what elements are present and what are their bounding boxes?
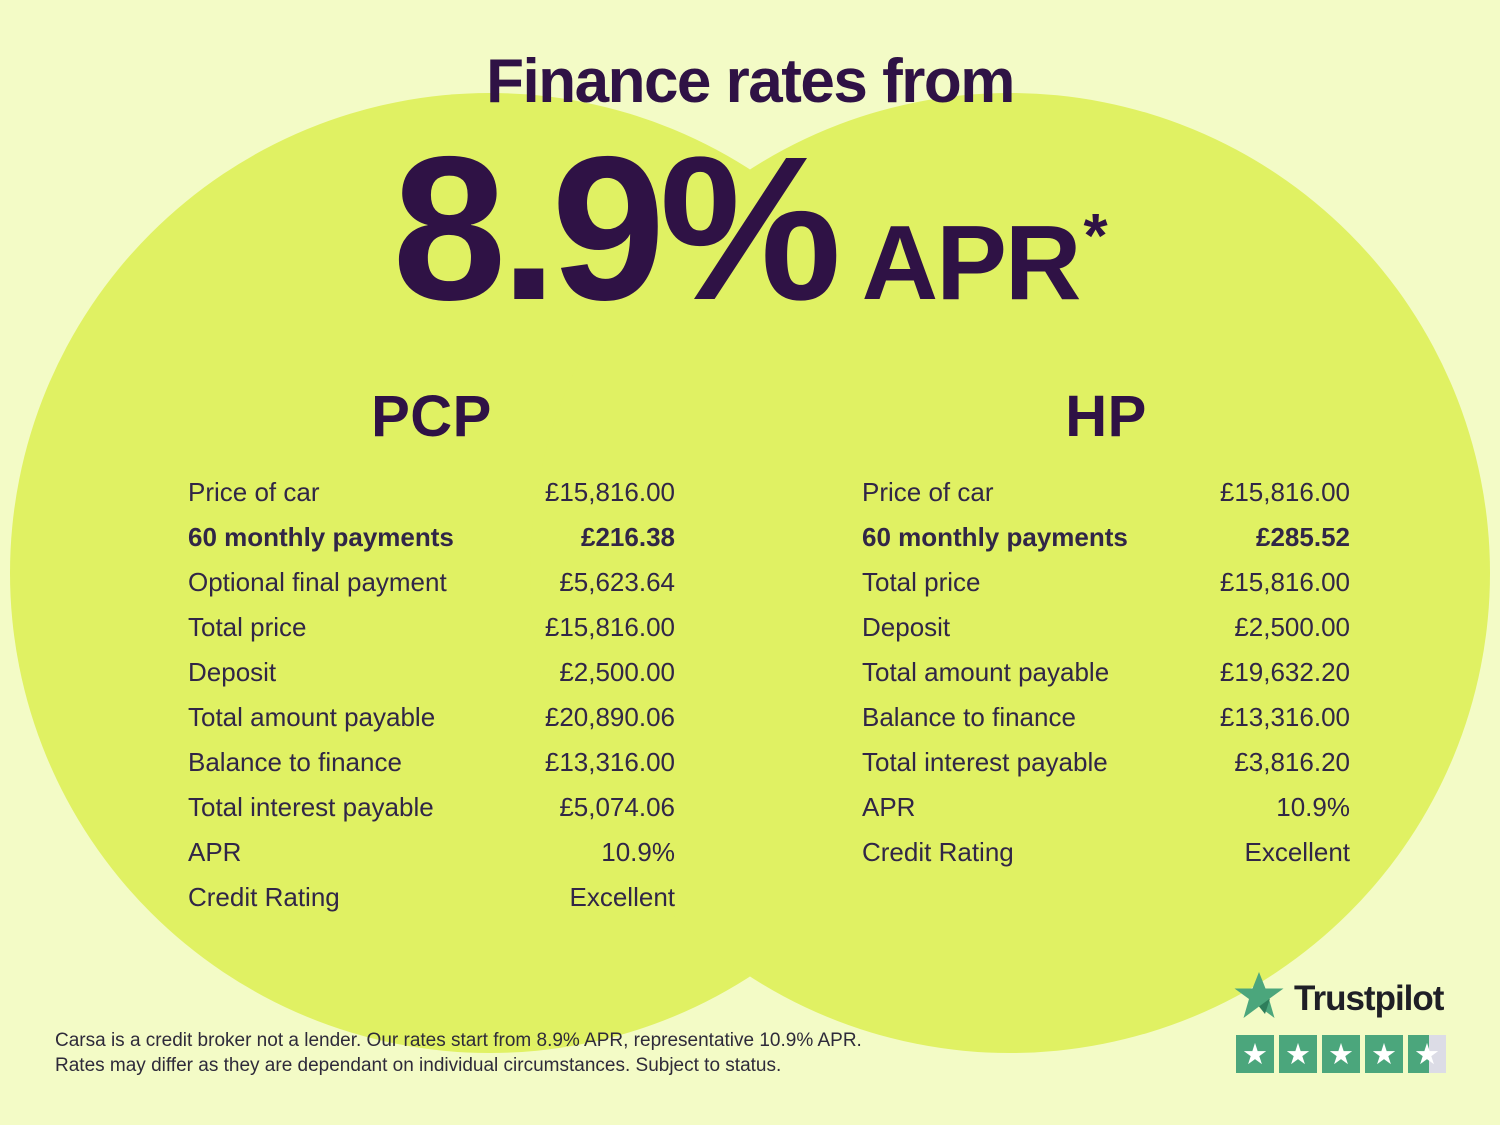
row-value: £15,816.00 — [1219, 477, 1350, 507]
row-value: 10.9% — [601, 837, 675, 867]
row-value: Excellent — [1244, 837, 1350, 867]
row-value: £5,074.06 — [559, 792, 675, 822]
table-row — [188, 515, 675, 560]
table-row — [862, 605, 1350, 650]
hp-section — [862, 384, 1350, 875]
pcp-title: PCP — [371, 384, 492, 449]
disclaimer-line-1: Carsa is a credit broker not a lender. Our rates start from 8.9% APR, representative 10.9% APR. — [55, 1030, 862, 1051]
row-label: 60 monthly payments — [862, 522, 1128, 552]
row-value: £15,816.00 — [1219, 567, 1350, 597]
hero-rate-line — [0, 114, 1500, 397]
row-label: Balance to finance — [188, 747, 402, 777]
hero-apr-label: APR — [861, 204, 1080, 322]
disclaimer-line-2: Rates may differ as they are dependant on individual circumstances. Subject to status. — [55, 1055, 782, 1076]
star-icon: ★ — [1371, 1037, 1397, 1071]
row-value: £2,500.00 — [559, 657, 675, 687]
row-label: Total price — [862, 567, 981, 597]
row-label: Optional final payment — [188, 567, 447, 597]
page-title: Finance rates from — [486, 47, 1014, 116]
table-row — [188, 740, 675, 785]
table-row — [188, 785, 675, 830]
row-label: Price of car — [862, 477, 994, 507]
trustpilot-star-icon — [1234, 972, 1284, 1025]
table-row — [188, 695, 675, 740]
table-row — [862, 695, 1350, 740]
row-label: Total amount payable — [188, 702, 436, 732]
pcp-section — [188, 384, 675, 920]
row-label: 60 monthly payments — [188, 522, 454, 552]
star-icon: ★ — [1242, 1037, 1268, 1071]
row-value: Excellent — [569, 882, 675, 912]
table-row — [188, 560, 675, 605]
trustpilot-wordmark: Trustpilot — [1294, 978, 1444, 1018]
table-row — [188, 875, 675, 920]
row-label: Total interest payable — [188, 792, 434, 822]
table-row — [862, 560, 1350, 605]
trustpilot-rating-stars — [1236, 1035, 1446, 1073]
rating-star-box — [1322, 1035, 1360, 1073]
hp-title: HP — [1065, 384, 1147, 449]
row-label: Total amount payable — [862, 657, 1110, 687]
row-label: Total interest payable — [862, 747, 1108, 777]
row-value: £3,816.20 — [1234, 747, 1350, 777]
row-label: APR — [188, 837, 242, 867]
row-value: £13,316.00 — [1219, 702, 1350, 732]
table-row — [862, 470, 1350, 515]
table-row — [862, 785, 1350, 830]
hero-rate: 8.9% — [392, 114, 836, 343]
row-value: £20,890.06 — [544, 702, 675, 732]
row-label: Credit Rating — [188, 882, 340, 912]
trustpilot-header — [1234, 972, 1446, 1025]
star-icon: ★ — [1285, 1037, 1311, 1071]
row-value: £2,500.00 — [1234, 612, 1350, 642]
table-row — [188, 470, 675, 515]
row-value: £13,316.00 — [544, 747, 675, 777]
row-value: £285.52 — [1256, 522, 1350, 552]
star-icon: ★ — [1328, 1037, 1354, 1071]
hero-footnote-marker: * — [1083, 202, 1108, 271]
table-row — [862, 830, 1350, 875]
table-row — [188, 830, 675, 875]
row-label: Total price — [188, 612, 307, 642]
rating-star-box-half — [1408, 1035, 1446, 1073]
rating-star-box — [1236, 1035, 1274, 1073]
row-value: £216.38 — [581, 522, 675, 552]
table-row — [188, 605, 675, 650]
row-label: Credit Rating — [862, 837, 1014, 867]
row-label: APR — [862, 792, 916, 822]
row-label: Price of car — [188, 477, 320, 507]
star-icon: ★ — [1414, 1037, 1440, 1071]
row-value: 10.9% — [1276, 792, 1350, 822]
row-label: Balance to finance — [862, 702, 1076, 732]
row-value: £5,623.64 — [559, 567, 675, 597]
disclaimer — [55, 1028, 862, 1078]
table-row — [862, 515, 1350, 560]
rating-star-box — [1279, 1035, 1317, 1073]
row-label: Deposit — [862, 612, 951, 642]
table-row — [862, 740, 1350, 785]
row-value: £19,632.20 — [1219, 657, 1350, 687]
trustpilot-logo — [1234, 972, 1446, 1073]
row-label: Deposit — [188, 657, 277, 687]
row-value: £15,816.00 — [544, 612, 675, 642]
table-row — [188, 650, 675, 695]
rating-star-box — [1365, 1035, 1403, 1073]
row-value: £15,816.00 — [544, 477, 675, 507]
table-row — [862, 650, 1350, 695]
